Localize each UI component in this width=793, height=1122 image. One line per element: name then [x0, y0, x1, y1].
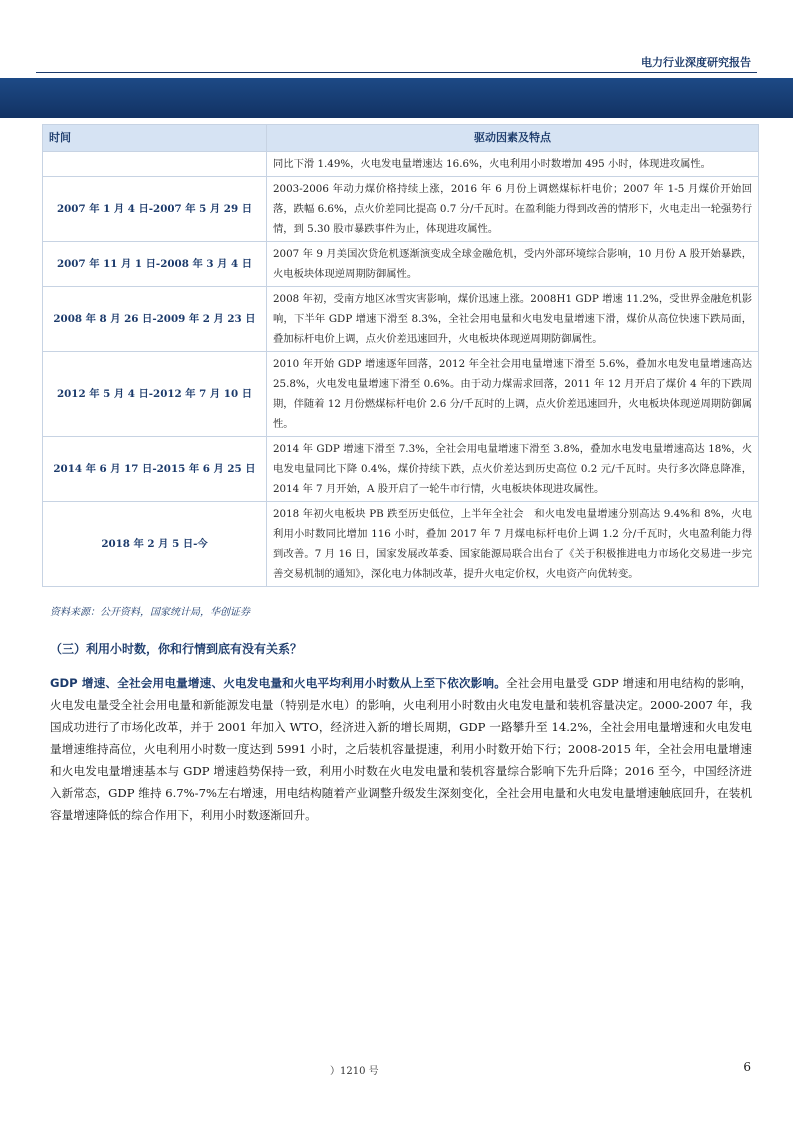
row-time: [43, 152, 267, 177]
row-time: 2012 年 5 月 4 日-2012 年 7 月 10 日: [43, 352, 267, 437]
column-header-time: 时间: [43, 125, 267, 152]
paragraph-lead: GDP 增速、全社会用电量增速、火电发电量和火电平均利用小时数从上至下依次影响。: [50, 676, 506, 690]
row-description: 2003-2006 年动力煤价格持续上涨，2016 年 6 月份上调燃煤标杆电价；2007 年 1-5 月煤价开始回落，跌幅 6.6%，点火价差同比提高 0.7 分/千瓦时。在盈利能力得到改善的情形下，火电走出一轮强势行情，到 5.30 股市暴跌事件为止，体现进攻属性。: [267, 177, 759, 242]
report-title: 电力行业深度研究报告: [641, 56, 751, 69]
body-paragraph: [50, 672, 752, 826]
row-time: 2014 年 6 月 17 日-2015 年 6 月 25 日: [43, 437, 267, 502]
column-header-drivers: 驱动因素及特点: [267, 125, 759, 152]
page-number: 6: [743, 1060, 751, 1074]
table-row: [43, 242, 759, 287]
table-row: [43, 152, 759, 177]
footer-document-code: ）1210 号: [330, 1066, 379, 1077]
table-row: [43, 502, 759, 587]
row-description: 2008 年初，受南方地区冰雪灾害影响，煤价迅速上涨。2008H1 GDP 增速 11.2%，受世界金融危机影响，下半年 GDP 增速下滑至 8.3%，全社会用电量和火电发电量增速下滑，煤价从高位快速下跌局面，叠加标杆电价上调，点火价差迅速回升，火电板块体现逆周期防御属性。: [267, 287, 759, 352]
source-note: 资料来源：公开资料，国家统计局，华创证券: [50, 607, 250, 618]
table-row: [43, 437, 759, 502]
row-description: 同比下滑 1.49%，火电发电量增速达 16.6%，火电利用小时数增加 495 小时，体现进攻属性。: [267, 152, 759, 177]
row-time: 2018 年 2 月 5 日-今: [43, 502, 267, 587]
row-description: 2014 年 GDP 增速下滑至 7.3%，全社会用电量增速下滑至 3.8%，叠加水电发电量增速高达 18%，火电发电量同比下降 0.4%，煤价持续下跌，点火价差达到历史高位 0.2 元/千瓦时。央行多次降息降准，2014 年 7 月开始，A 股开启了一轮牛市行情，火电板块体现进攻属性。: [267, 437, 759, 502]
drivers-table: [42, 124, 759, 587]
row-time: 2007 年 1 月 4 日-2007 年 5 月 29 日: [43, 177, 267, 242]
table-header-row: [43, 125, 759, 152]
header-banner: [0, 78, 793, 118]
row-time: 2008 年 8 月 26 日-2009 年 2 月 23 日: [43, 287, 267, 352]
table-row: [43, 287, 759, 352]
table-row: [43, 177, 759, 242]
table-row: [43, 352, 759, 437]
row-description: 2018 年初火电板块 PB 跌至历史低位，上半年全社会 和火电发电量增速分别高达 9.4%和 8%，火电利用小时数同比增加 116 小时，叠加 2017 年 7 月煤电标杆电价上调 1.2 分/千瓦时，火电盈利能力得到改善。7 月 16 日，国家发展改革委、国家能源局联合出台了《关于积极推进电力市场化交易进一步完善交易机制的通知》，深化电力体制改革，提升火电定价权，火电资产向优转变。: [267, 502, 759, 587]
row-description: 2007 年 9 月美国次贷危机逐渐演变成全球金融危机，受内外部环境综合影响，10 月份 A 股开始暴跌，火电板块体现逆周期防御属性。: [267, 242, 759, 287]
header-rule: [36, 72, 757, 73]
row-time: 2007 年 11 月 1 日-2008 年 3 月 4 日: [43, 242, 267, 287]
paragraph-body: 全社会用电量受 GDP 增速和用电结构的影响，火电发电量受全社会用电量和新能源发电量（特别是水电）的影响，火电利用小时数由火电发电量和装机容量决定。2000-2007 年，我国成功进行了市场化改革，并于 2001 年加入 WTO，经济进入新的增长周期，GDP 一路攀升至 14.2%，全社会用电量增速和火电发电量增速维持高位，火电利用小时数一度达到 5991 小时，之后装机容量提速，利用小时数开始下行；2008-2015 年，全社会用电量增速和火电发电量增速基本与 GDP 增速趋势保持一致，利用小时数在火电发电量和装机容量综合影响下先升后降；2016 至今，中国经济进入新常态，GDP 维持 6.7%-7%左右增速，用电结构随着产业调整升级发生深刻变化，全社会用电量和火电发电量增速触底回升，在装机容量增速降低的综合作用下，利用小时数逐渐回升。: [50, 676, 752, 822]
row-description: 2010 年开始 GDP 增速逐年回落，2012 年全社会用电量增速下滑至 5.6%，叠加水电发电量增速高达 25.8%，火电发电量增速下滑至 0.6%。由于动力煤需求回落，2011 年 12 月开启了煤价 4 年的下跌周期，伴随着 12 月份燃煤标杆电价 2.6 分/千瓦时的上调，点火价差迅速回升，火电板块体现逆周期防御属性。: [267, 352, 759, 437]
section-heading: （三）利用小时数，你和行情到底有没有关系？: [50, 642, 303, 656]
